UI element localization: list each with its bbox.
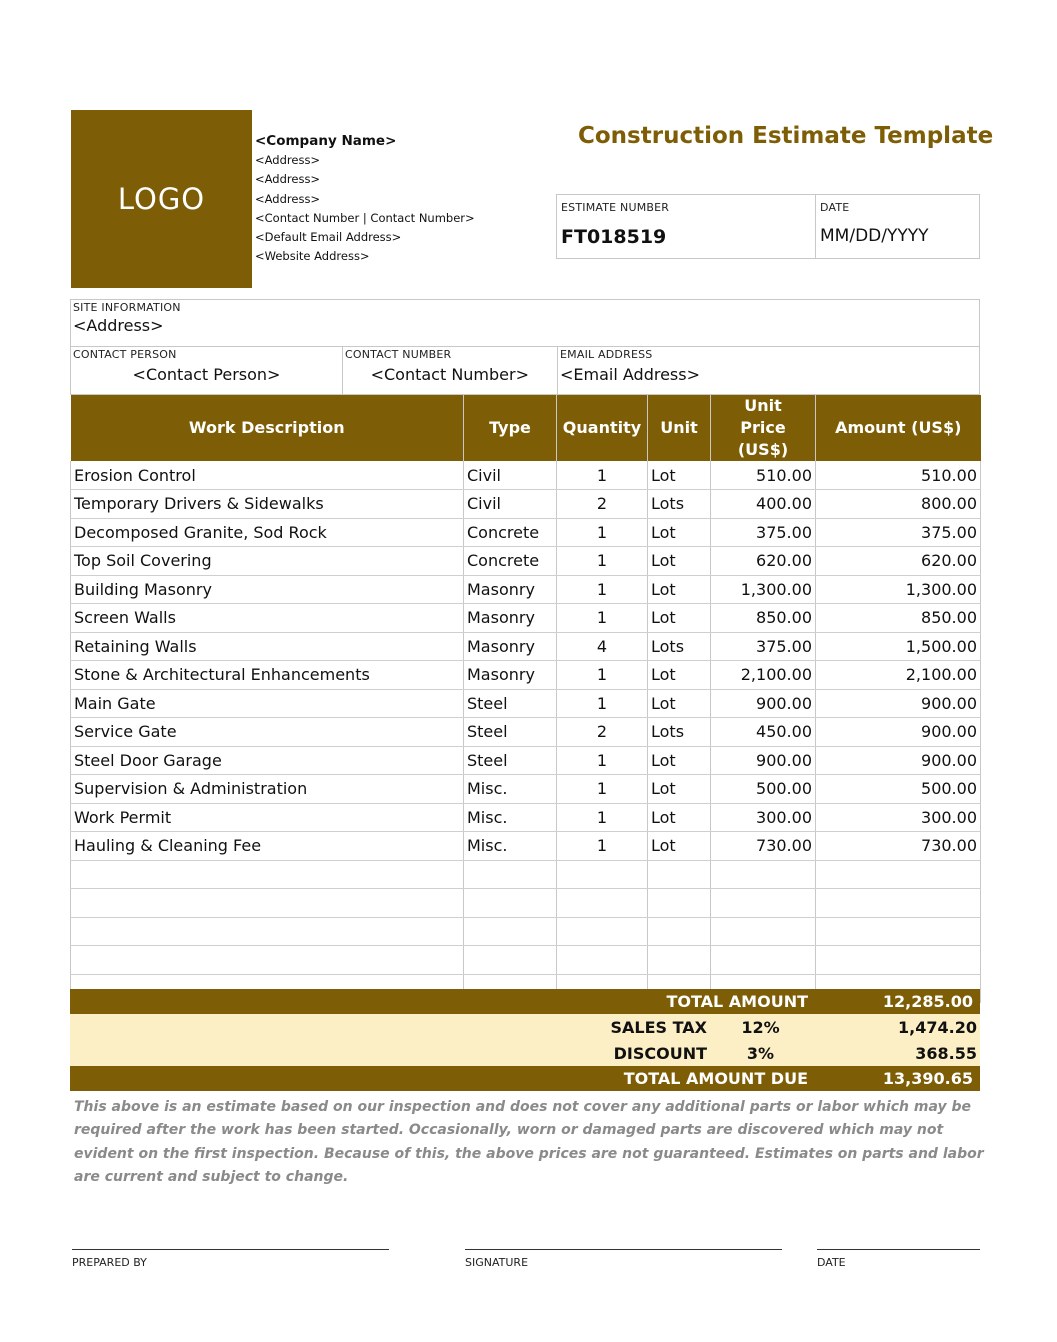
site-information-label: SITE INFORMATION <box>73 301 181 314</box>
table-row <box>71 632 981 661</box>
item-amount[interactable]: 850.00 <box>816 604 981 633</box>
item-unit-price[interactable]: 375.00 <box>711 632 816 661</box>
item-description[interactable]: Building Masonry <box>71 575 464 604</box>
sign-date-label: DATE <box>817 1256 846 1269</box>
disclaimer-text: This above is an estimate based on our inspection and does not cover any additional parts or labor which may be required after the work has been started. Occasionally, worn or damaged parts are discovered which may not evident on the first inspection. Because of this, the above prices are not guaranteed. Estimates on parts and labor are current and subject to change. <box>74 1099 984 1185</box>
company-name: <Company Name> <box>255 133 397 149</box>
item-type[interactable] <box>464 860 557 889</box>
item-description[interactable]: Screen Walls <box>71 604 464 633</box>
line-items-body <box>71 461 981 1003</box>
table-row <box>71 775 981 804</box>
col-header-type: Type <box>464 395 557 461</box>
col-header-unit-price: Unit Price (US$) <box>711 395 816 461</box>
item-unit-price[interactable]: 300.00 <box>711 803 816 832</box>
item-amount[interactable]: 900.00 <box>816 689 981 718</box>
item-unit[interactable]: Lot <box>648 775 711 804</box>
item-amount[interactable] <box>816 917 981 946</box>
table-row <box>71 718 981 747</box>
item-description[interactable]: Supervision & Administration <box>71 775 464 804</box>
item-description[interactable]: Service Gate <box>71 718 464 747</box>
item-description[interactable]: Hauling & Cleaning Fee <box>71 832 464 861</box>
item-amount[interactable]: 900.00 <box>816 718 981 747</box>
item-unit[interactable]: Lot <box>648 746 711 775</box>
company-website: <Website Address> <box>255 249 370 264</box>
item-unit-price[interactable]: 730.00 <box>711 832 816 861</box>
item-unit[interactable]: Lot <box>648 461 711 490</box>
item-quantity[interactable]: 4 <box>557 632 648 661</box>
table-row <box>71 860 981 889</box>
item-description[interactable]: Temporary Drivers & Sidewalks <box>71 490 464 519</box>
table-row <box>71 575 981 604</box>
logo-placeholder <box>71 110 252 288</box>
item-unit-price[interactable]: 2,100.00 <box>711 661 816 690</box>
contact-person-label: CONTACT PERSON <box>73 348 177 361</box>
table-row <box>71 604 981 633</box>
table-row <box>71 803 981 832</box>
estimate-date-cell <box>816 195 979 258</box>
item-description[interactable] <box>71 889 464 918</box>
item-description[interactable] <box>71 917 464 946</box>
item-unit-price[interactable]: 900.00 <box>711 689 816 718</box>
totals-section <box>70 989 980 1091</box>
item-unit[interactable] <box>648 917 711 946</box>
item-type[interactable]: Misc. <box>464 803 557 832</box>
item-quantity[interactable] <box>557 946 648 975</box>
item-quantity[interactable]: 1 <box>557 689 648 718</box>
email-address[interactable]: <Email Address> <box>560 365 701 384</box>
item-description[interactable]: Stone & Architectural Enhancements <box>71 661 464 690</box>
logo-text: LOGO <box>117 182 206 216</box>
company-info <box>255 131 475 267</box>
item-description[interactable]: Retaining Walls <box>71 632 464 661</box>
discount-label: DISCOUNT <box>613 1043 707 1063</box>
item-unit-price[interactable]: 850.00 <box>711 604 816 633</box>
estimate-number-cell <box>557 195 816 258</box>
item-quantity[interactable]: 1 <box>557 803 648 832</box>
company-address-1: <Address> <box>255 153 321 167</box>
item-unit-price[interactable]: 1,300.00 <box>711 575 816 604</box>
item-unit[interactable]: Lots <box>648 632 711 661</box>
item-unit-price[interactable]: 500.00 <box>711 775 816 804</box>
item-type[interactable]: Masonry <box>464 632 557 661</box>
item-description[interactable]: Decomposed Granite, Sod Rock <box>71 518 464 547</box>
item-amount[interactable] <box>816 860 981 889</box>
item-description[interactable]: Steel Door Garage <box>71 746 464 775</box>
item-quantity[interactable]: 1 <box>557 575 648 604</box>
item-quantity[interactable]: 2 <box>557 718 648 747</box>
item-unit-price[interactable]: 900.00 <box>711 746 816 775</box>
item-unit[interactable]: Lot <box>648 547 711 576</box>
item-amount[interactable]: 300.00 <box>816 803 981 832</box>
table-row <box>71 661 981 690</box>
item-unit[interactable]: Lot <box>648 832 711 861</box>
table-row <box>71 832 981 861</box>
company-address-2: <Address> <box>255 172 321 187</box>
item-quantity[interactable]: 2 <box>557 490 648 519</box>
table-row <box>71 490 981 519</box>
company-contact-numbers: <Contact Number | Contact Number> <box>255 210 475 225</box>
item-type[interactable]: Steel <box>464 718 557 747</box>
contact-number-label: CONTACT NUMBER <box>345 348 452 361</box>
site-information-box <box>70 299 980 395</box>
col-header-unit: Unit <box>648 395 711 461</box>
item-amount[interactable]: 730.00 <box>816 832 981 861</box>
item-quantity[interactable]: 1 <box>557 461 648 490</box>
sales-tax-rate[interactable]: 12% <box>741 1017 780 1037</box>
table-row <box>71 746 981 775</box>
item-unit[interactable]: Lot <box>648 661 711 690</box>
item-quantity[interactable]: 1 <box>557 746 648 775</box>
item-amount[interactable]: 900.00 <box>816 746 981 775</box>
email-cell <box>558 347 979 395</box>
item-amount[interactable]: 1,500.00 <box>816 632 981 661</box>
total-due-label: TOTAL AMOUNT DUE <box>623 1069 808 1088</box>
site-address-row <box>71 300 979 347</box>
signature-line[interactable] <box>465 1249 782 1250</box>
item-type[interactable]: Civil <box>464 461 557 490</box>
item-description[interactable] <box>71 860 464 889</box>
table-row <box>71 917 981 946</box>
col-header-description: Work Description <box>71 395 464 461</box>
company-email: <Default Email Address> <box>255 230 402 245</box>
item-type[interactable]: Masonry <box>464 661 557 690</box>
item-unit[interactable] <box>648 889 711 918</box>
item-type[interactable]: Steel <box>464 746 557 775</box>
table-row <box>71 889 981 918</box>
item-amount[interactable] <box>816 889 981 918</box>
item-quantity[interactable]: 1 <box>557 518 648 547</box>
contact-number-cell <box>343 347 558 395</box>
item-quantity[interactable]: 1 <box>557 604 648 633</box>
item-type[interactable]: Misc. <box>464 832 557 861</box>
estimate-number[interactable]: FT018519 <box>561 226 667 248</box>
total-due-row <box>70 1066 980 1091</box>
item-unit-price[interactable]: 375.00 <box>711 518 816 547</box>
table-row <box>71 461 981 490</box>
item-unit-price[interactable]: 400.00 <box>711 490 816 519</box>
item-type[interactable] <box>464 889 557 918</box>
item-unit[interactable]: Lot <box>648 604 711 633</box>
estimate-date[interactable]: MM/DD/YYYY <box>820 226 929 246</box>
item-quantity[interactable] <box>557 860 648 889</box>
company-address-3: <Address> <box>255 191 321 206</box>
item-amount[interactable]: 2,100.00 <box>816 661 981 690</box>
discount-rate[interactable]: 3% <box>746 1043 775 1063</box>
sign-date-block <box>817 1249 980 1269</box>
table-row <box>71 689 981 718</box>
table-header-row <box>71 395 981 461</box>
item-unit-price[interactable]: 450.00 <box>711 718 816 747</box>
item-unit[interactable] <box>648 860 711 889</box>
item-type[interactable]: Concrete <box>464 518 557 547</box>
contact-person-cell <box>71 347 343 395</box>
estimate-number-label: ESTIMATE NUMBER <box>561 201 670 214</box>
item-quantity[interactable] <box>557 889 648 918</box>
estimate-date-label: DATE <box>820 201 850 214</box>
item-type[interactable]: Steel <box>464 689 557 718</box>
contact-person[interactable]: <Contact Person> <box>132 365 281 384</box>
item-quantity[interactable]: 1 <box>557 775 648 804</box>
col-header-amount: Amount (US$) <box>816 395 981 461</box>
estimate-info-box <box>556 194 980 259</box>
total-due-value: 13,390.65 <box>882 1069 973 1088</box>
item-quantity[interactable] <box>557 917 648 946</box>
item-description[interactable]: Erosion Control <box>71 461 464 490</box>
sales-tax-label: SALES TAX <box>610 1017 707 1037</box>
item-quantity[interactable]: 1 <box>557 547 648 576</box>
item-description[interactable]: Top Soil Covering <box>71 547 464 576</box>
item-type[interactable]: Masonry <box>464 575 557 604</box>
item-type[interactable] <box>464 917 557 946</box>
item-unit[interactable]: Lot <box>648 803 711 832</box>
item-unit-price[interactable]: 620.00 <box>711 547 816 576</box>
item-amount[interactable]: 1,300.00 <box>816 575 981 604</box>
item-type[interactable]: Masonry <box>464 604 557 633</box>
item-description[interactable]: Work Permit <box>71 803 464 832</box>
item-unit-price[interactable] <box>711 917 816 946</box>
item-amount[interactable]: 620.00 <box>816 547 981 576</box>
sales-tax-value: 1,474.20 <box>898 1017 977 1037</box>
item-amount[interactable]: 500.00 <box>816 775 981 804</box>
signature-block <box>465 1249 782 1269</box>
prepared-by-line[interactable] <box>72 1249 389 1250</box>
item-unit-price[interactable] <box>711 860 816 889</box>
item-unit-price[interactable] <box>711 946 816 975</box>
total-amount-label: TOTAL AMOUNT <box>666 992 808 1011</box>
item-unit[interactable] <box>648 946 711 975</box>
discount-row <box>70 1040 980 1066</box>
table-row <box>71 547 981 576</box>
item-unit-price[interactable]: 510.00 <box>711 461 816 490</box>
item-quantity[interactable]: 1 <box>557 832 648 861</box>
prepared-by-block <box>72 1249 389 1269</box>
contact-number[interactable]: <Contact Number> <box>370 365 529 384</box>
site-contact-row <box>71 347 979 395</box>
item-type[interactable] <box>464 946 557 975</box>
item-unit[interactable]: Lot <box>648 518 711 547</box>
signature-label: SIGNATURE <box>465 1256 529 1269</box>
document-title: Construction Estimate Template <box>578 123 994 149</box>
item-description[interactable]: Main Gate <box>71 689 464 718</box>
item-unit[interactable]: Lots <box>648 490 711 519</box>
sales-tax-row <box>70 1014 980 1040</box>
table-row <box>71 946 981 975</box>
prepared-by-label: PREPARED BY <box>72 1256 147 1269</box>
item-type[interactable]: Misc. <box>464 775 557 804</box>
item-amount[interactable] <box>816 946 981 975</box>
total-amount-value: 12,285.00 <box>882 992 973 1011</box>
item-type[interactable]: Concrete <box>464 547 557 576</box>
item-unit[interactable]: Lots <box>648 718 711 747</box>
item-type[interactable]: Civil <box>464 490 557 519</box>
discount-value: 368.55 <box>915 1043 977 1063</box>
item-description[interactable] <box>71 946 464 975</box>
table-row <box>71 518 981 547</box>
item-amount[interactable]: 375.00 <box>816 518 981 547</box>
line-items-table <box>70 395 981 1003</box>
site-address[interactable]: <Address> <box>73 316 164 335</box>
sign-date-line[interactable] <box>817 1249 980 1250</box>
item-unit[interactable]: Lot <box>648 689 711 718</box>
item-unit[interactable]: Lot <box>648 575 711 604</box>
item-amount[interactable]: 800.00 <box>816 490 981 519</box>
item-unit-price[interactable] <box>711 889 816 918</box>
item-amount[interactable]: 510.00 <box>816 461 981 490</box>
col-header-quantity: Quantity <box>557 395 648 461</box>
total-amount-row <box>70 989 980 1014</box>
email-label: EMAIL ADDRESS <box>560 348 653 361</box>
item-quantity[interactable]: 1 <box>557 661 648 690</box>
